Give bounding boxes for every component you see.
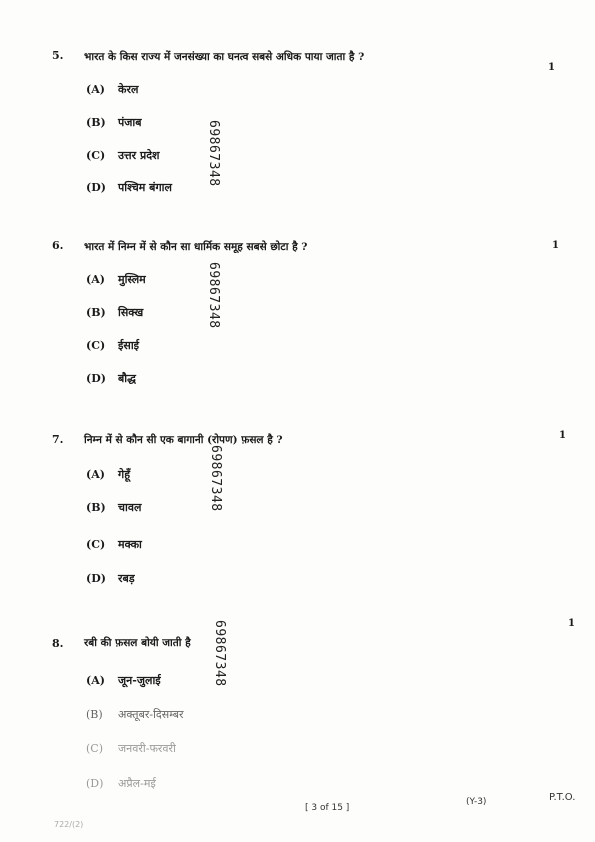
option-c[interactable] — [86, 741, 176, 756]
option-text: जनवरी-फरवरी — [118, 742, 176, 755]
option-text: गेहूँ — [118, 468, 131, 481]
option-label: (D) — [86, 372, 106, 385]
option-label: (B) — [86, 116, 106, 129]
question-number: 8. — [52, 637, 64, 650]
option-text: पंजाब — [118, 116, 142, 129]
option-text: उत्तर प्रदेश — [118, 149, 160, 162]
question-text: निम्न में से कौन सी एक बागानी (रोपण) फ़सल है ? — [84, 434, 283, 446]
option-label: (B) — [86, 501, 106, 514]
option-text: अप्रैल-मई — [118, 777, 156, 790]
option-d[interactable] — [86, 571, 135, 586]
option-label: (A) — [86, 273, 105, 286]
option-b[interactable] — [86, 305, 143, 320]
serial-stamp: 69867348 — [208, 445, 223, 512]
option-label: (D) — [86, 777, 104, 790]
pto-label: P.T.O. — [549, 792, 576, 803]
option-label: (C) — [86, 538, 106, 551]
option-c[interactable] — [86, 537, 142, 552]
option-text: केरल — [118, 83, 139, 96]
question-marks: 1 — [552, 240, 559, 251]
option-label: (A) — [86, 83, 105, 96]
option-text: मक्का — [118, 538, 142, 551]
option-label: (B) — [86, 306, 106, 319]
question-number: 6. — [52, 239, 64, 252]
option-text: अक्तूबर-दिसम्बर — [118, 708, 184, 721]
option-label: (A) — [86, 674, 105, 687]
question-number: 7. — [52, 433, 64, 446]
option-text: रबड़ — [118, 572, 135, 585]
option-b[interactable] — [86, 707, 184, 722]
question-marks: 1 — [568, 618, 575, 629]
option-text: पश्चिम बंगाल — [118, 181, 172, 194]
serial-stamp: 69867348 — [206, 120, 221, 187]
serial-stamp: 69867348 — [212, 620, 227, 687]
serial-stamp: 69867348 — [206, 262, 221, 329]
option-text: मुस्लिम — [118, 273, 146, 286]
option-a[interactable] — [86, 82, 138, 97]
option-d[interactable] — [86, 180, 172, 195]
option-text: जून-जुलाई — [118, 674, 161, 687]
left-code: 722/(2) — [54, 820, 84, 829]
option-b[interactable] — [86, 115, 142, 130]
question-text: भारत में निम्न में से कौन सा धार्मिक समूह सबसे छोटा है ? — [84, 241, 308, 253]
option-text: ईसाई — [118, 339, 140, 352]
option-b[interactable] — [86, 500, 141, 515]
option-a[interactable] — [86, 467, 130, 482]
option-text: चावल — [118, 501, 142, 514]
option-label: (C) — [86, 339, 106, 352]
option-c[interactable] — [86, 338, 139, 353]
paper-code: (Y-3) — [466, 797, 487, 807]
option-a[interactable] — [86, 272, 146, 287]
question-marks: 1 — [559, 430, 566, 441]
question-marks: 1 — [548, 62, 555, 73]
option-c[interactable] — [86, 148, 160, 163]
question-number: 5. — [52, 49, 64, 62]
option-a[interactable] — [86, 673, 161, 688]
option-d[interactable] — [86, 371, 136, 386]
option-label: (C) — [86, 742, 103, 755]
option-label: (D) — [86, 181, 106, 194]
question-text: रबी की फ़सल बोयी जाती है — [84, 637, 191, 649]
option-label: (C) — [86, 149, 106, 162]
option-label: (D) — [86, 572, 106, 585]
option-label: (A) — [86, 468, 105, 481]
page-number: [ 3 of 15 ] — [305, 803, 350, 813]
option-d[interactable] — [86, 776, 156, 791]
option-text: सिक्ख — [118, 306, 144, 319]
question-text: भारत के किस राज्य में जनसंख्या का घनत्व सबसे अधिक पाया जाता है ? — [84, 51, 365, 63]
option-label: (B) — [86, 708, 103, 721]
option-text: बौद्ध — [118, 372, 136, 385]
